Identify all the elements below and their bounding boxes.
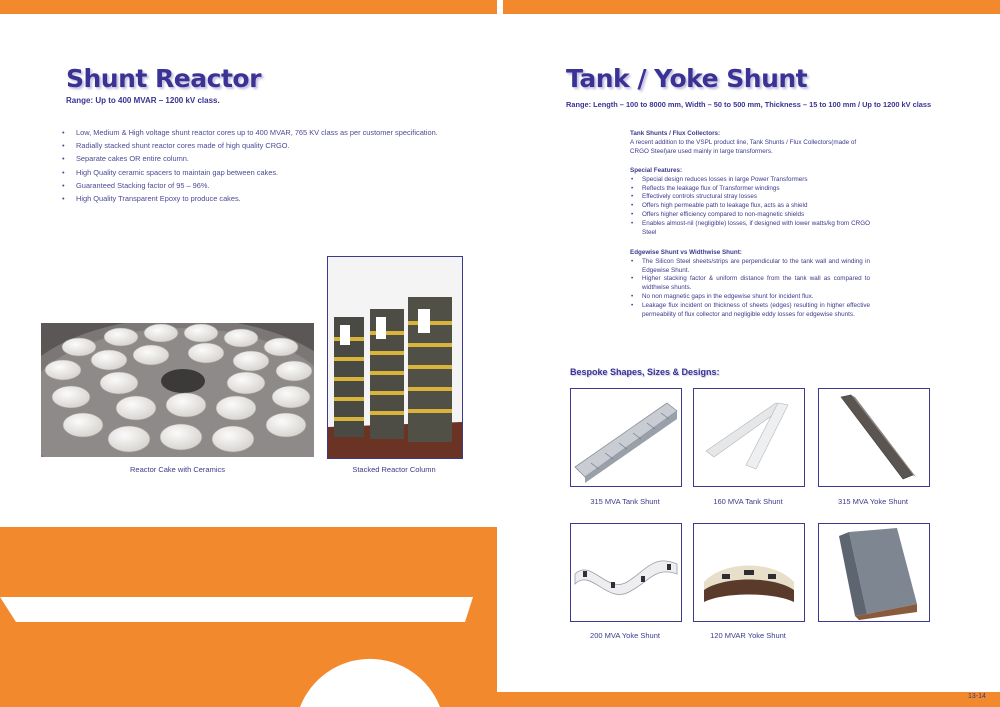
list-item: • Separate cakes OR entire column. <box>62 152 492 165</box>
list-item: • Leakage flux incident on thickness of sheets (edges) resulting in higher effective permeability of flux collector and negligible eddy losses for edgewise shunts. <box>630 302 870 320</box>
list-item: • Offers high permeable path to leakage flux, acts as a shield <box>630 202 870 211</box>
yoke-shunt-120-photo <box>693 523 805 622</box>
special-features-heading: Special Features: <box>630 167 683 174</box>
list-item: • The Silicon Steel sheets/strips are perpendicular to the tank wall and winding in Edgewise Shunt. <box>630 258 870 276</box>
list-item: • High Quality ceramic spacers to maintain gap between cakes. <box>62 166 492 179</box>
list-item: • Reflects the leakage flux of Transformer windings <box>630 185 870 194</box>
shunt-reactor-range: Range: Up to 400 MVAR – 1200 kV class. <box>66 96 220 105</box>
tank-shunt-315-caption: 315 MVA Tank Shunt <box>590 497 660 506</box>
yoke-shunt-stack-photo <box>818 523 930 622</box>
yoke-shunt-120-caption: 120 MVAR Yoke Shunt <box>710 631 786 640</box>
list-item: • Guaranteed Stacking factor of 95 – 96%. <box>62 179 492 192</box>
reactor-cake-caption: Reactor Cake with Ceramics <box>129 465 226 474</box>
yoke-shunt-200-caption: 200 MVA Yoke Shunt <box>590 631 660 640</box>
edgewise-section <box>630 249 870 319</box>
stacked-reactor-column-photo <box>327 256 463 459</box>
page-number: 13-14 <box>968 693 986 700</box>
tank-yoke-shunt-range: Range: Length – 100 to 8000 mm, Width – 50 to 500 mm, Thickness – 15 to 100 mm / Up to 1200 kV class <box>566 100 932 109</box>
bespoke-heading: Bespoke Shapes, Sizes & Designs: <box>570 367 720 377</box>
list-item: • Low, Medium & High voltage shunt reactor cores up to 400 MVAR, 765 KV class as per customer specification. <box>62 126 492 139</box>
tank-shunt-315-photo <box>570 388 682 487</box>
tank-shunts-text: A recent addition to the VSPL product line, Tank Shunts / Flux Collectors(made of CRGO Steel)are used mainly in large transformers. <box>630 138 857 155</box>
list-item: • Special design reduces losses in large Power Transformers <box>630 176 870 185</box>
tank-shunt-160-caption: 160 MVA Tank Shunt <box>713 497 783 506</box>
tank-shunts-section <box>630 130 870 156</box>
tank-shunts-heading: Tank Shunts / Flux Collectors: <box>630 130 721 137</box>
yoke-shunt-315-photo <box>818 388 930 487</box>
stacked-column-caption: Stacked Reactor Column <box>352 465 436 474</box>
list-item: • Higher stacking factor & uniform distance from the tank wall as compared to widthwise shunts. <box>630 275 870 293</box>
list-item: • Effectively controls structural stray losses <box>630 193 870 202</box>
list-item: • Enables almost-nil (negligible) losses, if designed with lower watts/kg from CRGO Steel <box>630 220 870 238</box>
list-item: • No non magnetic gaps in the edgewise shunt for incident flux. <box>630 293 870 302</box>
tank-shunt-160-photo <box>693 388 805 487</box>
yoke-shunt-200-photo <box>570 523 682 622</box>
special-features-section <box>630 167 870 237</box>
list-item: • Radially stacked shunt reactor cores made of high quality CRGO. <box>62 139 492 152</box>
yoke-shunt-315-caption: 315 MVA Yoke Shunt <box>838 497 908 506</box>
tagline: Vardhman - The Most Rolled Name In CRGO Products <box>248 637 414 644</box>
list-item: • Offers higher efficiency compared to non-magnetic shields <box>630 211 870 220</box>
shunt-reactor-title: Shunt Reactor <box>66 64 261 93</box>
tank-yoke-shunt-title: Tank / Yoke Shunt <box>566 64 808 93</box>
list-item: • High Quality Transparent Epoxy to produce cakes. <box>62 192 492 205</box>
shunt-reactor-features <box>62 126 492 205</box>
edgewise-heading: Edgewise Shunt vs Widthwise Shunt: <box>630 249 742 256</box>
reactor-cake-photo <box>41 323 314 457</box>
